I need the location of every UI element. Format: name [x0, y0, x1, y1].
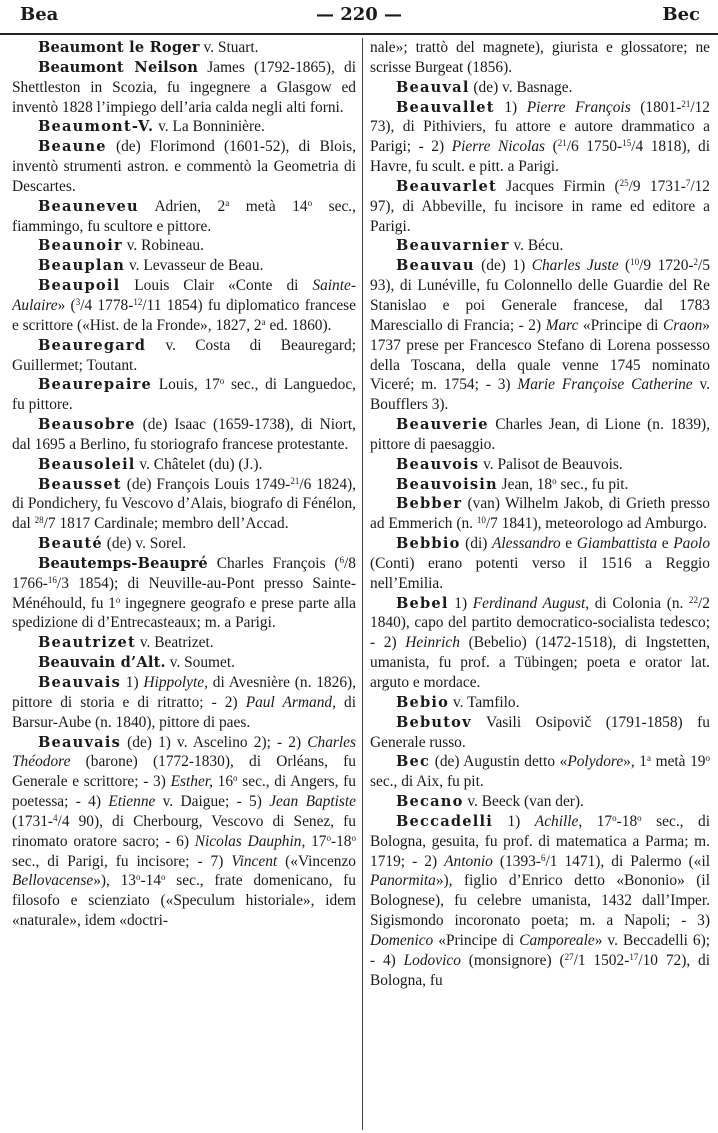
entry-superscript: 21: [557, 138, 567, 149]
dictionary-entry: [370, 534, 710, 594]
entry-headword: Bebio: [396, 693, 450, 711]
entry-text: Vasili Osipovič (1791-1858) fu Generale russo.: [370, 713, 710, 751]
entry-italic-text: Paolo: [673, 535, 710, 553]
page-header: [12, 4, 706, 30]
entry-italic-text: Domenico: [370, 931, 434, 949]
entry-text: sec., di Languedoc, fu pittore.: [12, 376, 356, 414]
entry-text: sec., frate domenicano, fu filosofo e scienziato («Speculum historiale», idem «naturale», idem «doctri-: [12, 872, 356, 930]
entry-superscript: o: [637, 812, 642, 823]
entry-headword: Beauvois: [396, 455, 480, 473]
entry-text: (de) 1) v. Ascelino 2); - 2): [120, 733, 308, 751]
entry-text: /1 1471), di Palermo («il: [545, 852, 710, 870]
entry-italic-text: Alessandro: [492, 535, 561, 553]
entry-text: v. Costa di Beauregard; Guillermet; Toutant.: [12, 336, 356, 374]
entry-superscript: a: [261, 316, 266, 327]
entry-headword: Beauvais: [38, 674, 121, 691]
entry-text: » v. Beccadelli 6); - 4): [370, 931, 710, 969]
entry-italic-text: Antonio: [444, 852, 493, 870]
column-divider: [362, 38, 363, 1130]
entry-headword: Beauplan: [38, 257, 126, 275]
entry-text: (de) Isaac (1659-1738), di Niort, dal 1695 a Berlino, fu storiografo francese protestante.: [12, 416, 356, 453]
dictionary-entry: [12, 475, 356, 535]
entry-text: /11 1854) fu diplomatico francese e scrittore («Hist. de la Fronde», 1827, 2: [12, 296, 356, 334]
entry-text: 1): [492, 812, 535, 830]
entry-superscript: 25: [619, 177, 629, 188]
entry-italic-text: Paul Armand,: [245, 693, 336, 711]
entry-text: v. Boufflers 3).: [370, 376, 710, 414]
dictionary-entry: [370, 78, 710, 98]
entry-text: /1 1502-: [573, 951, 630, 969]
entry-headword: Beauneveu: [38, 197, 139, 215]
entry-text: (van) Wilhelm Jakob, di Grieth presso ad Emmerich (n.: [370, 495, 710, 533]
entry-text: (: [618, 257, 631, 275]
entry-text: v. Soumet.: [165, 654, 235, 672]
entry-text: di Avesnière (n. 1826), pittore di storia e di ritratto; - 2): [12, 674, 356, 711]
dictionary-entry: [12, 673, 356, 733]
entry-text: 17: [582, 812, 613, 830]
entry-superscript: 3: [75, 296, 81, 307]
entry-text: /5 93), di Lunéville, fu Colonnello delle Guardie del Re Stanislao e poi Generale francese, dal 1783 Maresciallo di Francia; - 2): [370, 257, 710, 334]
entry-superscript: 17: [629, 951, 639, 962]
entry-text: v. Robineau.: [122, 237, 204, 255]
right-column: [370, 38, 710, 1130]
entry-text: metà 14: [229, 197, 308, 215]
entry-italic-text: Polydore: [567, 753, 624, 771]
entry-headword: Beccadelli: [396, 812, 493, 830]
entry-headword: Beausobre: [38, 416, 136, 434]
entry-superscript: 6: [339, 554, 345, 565]
dictionary-entry: [12, 633, 356, 653]
entry-headword: Beauvallet: [396, 98, 495, 116]
entry-text: (1731-: [12, 812, 54, 830]
entry-headword: Beauvarnier: [396, 237, 510, 255]
entry-superscript: 27: [564, 951, 574, 962]
entry-italic-text: Pierre François: [526, 98, 631, 116]
dictionary-entry: [370, 594, 710, 693]
entry-italic-text: Etienne: [108, 793, 156, 811]
entry-headword: Beauverie: [396, 416, 489, 434]
dictionary-entry: [370, 415, 710, 455]
entry-text: /10 72), di Bologna, fu: [370, 951, 710, 989]
entry-text: /7 1841), meteorologo ad Amburgo.: [485, 515, 707, 533]
entry-text: (de) Augustin detto «: [430, 753, 568, 771]
entry-text: v. Châtelet (du) (J.).: [135, 455, 263, 473]
entry-text: «Principe di: [578, 316, 663, 334]
header-rule: [0, 33, 718, 35]
entry-text: Adrien, 2: [138, 197, 226, 215]
entry-text: v. Beeck (van der).: [463, 793, 584, 811]
entry-headword: Beaupoil: [38, 277, 121, 295]
entry-text: »), 13: [93, 872, 137, 890]
entry-headword: Beautrizet: [38, 634, 136, 652]
dictionary-entry: [12, 415, 356, 455]
entry-headword: Bebel: [396, 594, 449, 612]
entry-superscript: 4: [53, 812, 58, 823]
entry-headword: Becano: [396, 793, 464, 811]
dictionary-entry: [12, 276, 356, 336]
entry-headword: Bebber: [396, 495, 463, 513]
dictionary-entry: [370, 693, 710, 713]
entry-text: 1): [494, 98, 527, 116]
entry-text: sec., di Angers, fu poetessa; - 4): [12, 773, 356, 811]
entry-headword: Beauvoisin: [396, 475, 498, 493]
entry-text: (monsignore) (: [460, 951, 565, 969]
entry-headword: Beaumont-V.: [38, 118, 155, 136]
entry-text: sec., di Bologna, gesuita, fu prof. di matematica a Parma; m. 1719; - 2): [370, 812, 710, 870]
entry-headword: Beauvain d’Alt.: [38, 654, 166, 672]
entry-text: («Vincenzo: [277, 852, 356, 870]
page-number: — 220 —: [315, 4, 403, 25]
entry-text: /3 1854); di Neuville-au-Pont presso Sainte-Ménéhould, fu 1: [12, 574, 356, 612]
entry-text: /7 1817 Cardinale; membro dell’Accad.: [43, 515, 289, 533]
entry-text: sec., di Parigi, fu incisore; - 7): [12, 852, 232, 870]
entry-text: v. Beatrizet.: [135, 634, 214, 652]
entry-text: /9 1731-: [628, 177, 686, 195]
entry-headword: Beaumont le Roger: [38, 39, 200, 56]
entry-superscript: o: [326, 832, 331, 843]
entry-headword: Beausset: [38, 475, 122, 493]
entry-superscript: 21: [681, 98, 691, 109]
entry-text: », 1: [623, 753, 648, 771]
entry-superscript: o: [552, 475, 557, 486]
entry-text: e: [560, 535, 577, 553]
entry-text: -14: [140, 872, 162, 890]
entry-italic-text: Camporeale: [519, 931, 595, 949]
entry-text: »), figlio d’Enrico detto «Bononio» (il Bolognese), fu celebre umanista, 1432 dall’Imper. Sigismondo incoronato poeta; m. a Napoli; - 3): [370, 872, 710, 930]
dictionary-entry: [12, 733, 356, 931]
entry-superscript: 6: [540, 852, 546, 863]
dictionary-entry: [12, 653, 356, 673]
dictionary-entry: [12, 117, 356, 137]
entry-headword: Beaune: [38, 138, 107, 156]
dictionary-entry: [12, 38, 356, 58]
entry-superscript: 16: [47, 574, 57, 585]
entry-text: di Barsur-Aube (n. 1840), pittore di paes.: [12, 693, 356, 731]
dictionary-entry: [370, 455, 710, 475]
entry-superscript: 28: [34, 515, 44, 526]
entry-superscript: o: [351, 832, 356, 843]
entry-italic-text: Panormita: [370, 872, 436, 890]
entry-headword: Beauté: [38, 535, 103, 553]
entry-text: Jacques Firmin (: [496, 177, 620, 195]
header-left-guideword: Bea: [20, 4, 59, 25]
entry-text: (Bebelio) (1472-1518), di Ingstetten, umanista, fu prof. a Tübingen; poeta e orator lat. arguto e mordace.: [370, 634, 710, 691]
entry-headword: Beaurepaire: [38, 376, 153, 394]
entry-text: «Principe di: [433, 931, 520, 949]
entry-text: -18: [616, 812, 638, 830]
entry-italic-text: Heinrich: [405, 634, 460, 652]
entry-italic-text: Lodovico: [403, 951, 461, 969]
entry-superscript: 10: [476, 515, 486, 526]
entry-headword: Beauvau: [396, 257, 475, 275]
entry-text: (de) v. Basnage.: [469, 78, 573, 96]
entry-italic-text: Craon: [662, 316, 703, 334]
entry-text: (de) Florimond (1601-52), di Blois, inventò strumenti astron. e commentò la Geometria di Descartes.: [12, 138, 356, 195]
entry-italic-text: Bellovacense: [12, 872, 94, 890]
entry-italic-text: Pierre Nicolas: [451, 138, 546, 156]
dictionary-entry: [12, 236, 356, 256]
entry-text: (: [545, 138, 558, 156]
dictionary-entry: [370, 752, 710, 792]
entry-text: v. La Bonninière.: [154, 118, 265, 136]
entry-superscript: o: [307, 197, 313, 208]
dictionary-entry: [12, 256, 356, 276]
entry-headword: Beauval: [396, 78, 470, 96]
entry-text: di Colonia (n.: [589, 594, 690, 612]
dictionary-entry: [370, 177, 710, 237]
entry-text: sec., di Aix, fu pit.: [370, 773, 484, 791]
dictionary-entry: [370, 475, 710, 495]
dictionary-entry: [370, 98, 710, 177]
entry-superscript: o: [136, 872, 141, 883]
entry-text: (Conti) erano potenti verso il 1516 a Reggio nell’Emilia.: [370, 554, 710, 592]
entry-italic-text: Vincent: [231, 852, 278, 870]
entry-text: 16: [212, 773, 234, 791]
entry-headword: Bec: [396, 753, 431, 771]
entry-text: Charles François (: [207, 554, 340, 572]
entry-text: » 1737 prese per Francesco Stefano di Lorena possesso della Toscana, della quale venne 1745 nominato Viceré; m. 1754; - 3): [370, 316, 710, 394]
entry-text: v. Stuart.: [199, 39, 259, 56]
entry-text: Louis Clair «Conte di: [120, 277, 313, 295]
entry-superscript: 21: [290, 475, 300, 486]
entry-italic-text: Ferdinand August,: [472, 594, 590, 612]
entry-text: Jean, 18: [497, 475, 553, 493]
entry-text: (1801-: [630, 98, 682, 116]
entry-text: /2 1840), capo del partito democratico-socialista tedesco; - 2): [370, 594, 710, 652]
entry-text: Louis, 17: [152, 376, 220, 394]
entry-superscript: o: [705, 753, 710, 764]
entry-headword: Beaumont Neilson: [38, 58, 199, 76]
entry-italic-text: Charles Théodore: [12, 733, 356, 771]
entry-text: v. Bécu.: [509, 237, 564, 255]
entry-text: 1): [448, 594, 473, 612]
dictionary-entry: [12, 137, 356, 197]
entry-text: /9 1720-: [639, 257, 694, 275]
entry-text: » (: [57, 296, 76, 314]
entry-superscript: a: [225, 197, 230, 208]
entry-italic-text: Charles Juste: [531, 257, 619, 275]
entry-italic-text: Marc: [545, 316, 579, 334]
entry-superscript: o: [115, 594, 121, 605]
entry-italic-text: Jean Baptiste: [269, 793, 356, 811]
header-right-guideword: Bec: [662, 4, 700, 25]
entry-italic-text: Nicolas Dauphin,: [194, 832, 306, 850]
entry-text: e: [657, 535, 674, 553]
entry-text: 17: [305, 832, 327, 850]
entry-italic-text: Hippolyte,: [143, 674, 208, 691]
entry-text: ingegnere geografo e prese parte alla spedizione di d’Entrecasteaux; m. a Parigi.: [12, 594, 356, 632]
entry-text: -18: [330, 832, 352, 850]
entry-headword: Beauvarlet: [396, 177, 497, 195]
dictionary-entry: [370, 713, 710, 753]
entry-text: (1393-: [492, 852, 541, 870]
entry-text: /4 1778-: [80, 296, 134, 314]
entry-headword: Beauvais: [38, 733, 121, 751]
entry-superscript: 22: [689, 594, 699, 605]
entry-italic-text: Marie Françoise Catherine: [517, 376, 693, 394]
entry-text: sec., fu pit.: [556, 475, 629, 493]
entry-text: /8 1766-: [12, 554, 356, 592]
entry-text: (barone) (1772-1830), di Orléans, fu Generale e scrittore; - 3): [12, 753, 356, 791]
dictionary-entry: [370, 792, 710, 812]
dictionary-entry: [370, 236, 710, 256]
entry-superscript: o: [612, 812, 617, 823]
entry-text: /6 1750-: [566, 138, 623, 156]
entry-text: v. Daigue; - 5): [155, 793, 270, 811]
left-column: [12, 38, 356, 1130]
entry-superscript: 12: [133, 296, 143, 307]
entry-italic-text: Esther,: [170, 773, 213, 791]
entry-superscript: o: [219, 376, 225, 387]
entry-text: James (1792-1865), di Shettleston in Scozia, fu ingegnere a Glasgow ed inventò 1828 l’impiego dell’aria calda negli alti forni.: [12, 58, 356, 116]
entry-text: (de) v. Sorel.: [102, 535, 187, 553]
entry-italic-text: Sainte-Aulaire: [12, 277, 356, 314]
entry-text: Charles Jean, di Lione (n. 1839), pittore di paesaggio.: [370, 416, 710, 453]
entry-text: v. Levasseur de Beau.: [125, 257, 264, 275]
dictionary-entry: [12, 534, 356, 554]
entry-text: /12 97), di Abbeville, fu incisore in rame ed editore a Parigi.: [370, 177, 710, 235]
entry-text: (de) François Louis 1749-: [121, 475, 291, 493]
dictionary-entry: [370, 812, 710, 991]
dictionary-entry: [12, 197, 356, 237]
entry-superscript: 7: [685, 177, 691, 188]
entry-superscript: a: [647, 753, 652, 764]
entry-text: ed. 1860).: [265, 316, 332, 334]
entry-superscript: 2: [693, 257, 699, 268]
entry-headword: Bebutov: [396, 713, 472, 731]
entry-headword: Beausoleil: [38, 455, 136, 473]
entry-superscript: o: [161, 872, 166, 883]
entry-text: /4 1818), di Havre, fu scult. e pitt. a Parigi.: [370, 138, 710, 176]
entry-text: /6 1824), di Pondichery, fu Vescovo d’Alais, biografo di Fénélon, dal: [12, 475, 356, 533]
entry-text: v. Tamfilo.: [449, 693, 520, 711]
entry-text: sec., fiammingo, fu scultore e pittore.: [12, 197, 356, 235]
entry-text: 1): [120, 674, 144, 691]
entry-italic-text: Giambattista: [576, 535, 658, 553]
dictionary-entry: [370, 38, 710, 78]
entry-text: (de) 1): [474, 257, 532, 275]
entry-text: metà 19: [651, 753, 706, 771]
entry-superscript: 10: [630, 257, 640, 268]
entry-italic-text: Achille,: [534, 812, 583, 830]
entry-text: /12 73), di Pithiviers, fu attore e autore drammatico a Parigi; - 2): [370, 98, 710, 156]
entry-headword: Beauregard: [38, 336, 147, 354]
entry-text: /4 90), di Cherbourg, Vescovo di Senez, fu rinomato oratore sacro; - 6): [12, 812, 356, 850]
dictionary-entry: [370, 494, 710, 534]
entry-text: (di): [460, 535, 492, 553]
entry-headword: Beautemps-Beaupré: [38, 554, 208, 572]
dictionary-entry: [12, 554, 356, 633]
entry-headword: Bebbio: [396, 535, 461, 553]
dictionary-entry: [12, 375, 356, 415]
dictionary-entry: [12, 58, 356, 118]
dictionary-entry: [12, 336, 356, 376]
dictionary-entry: [370, 256, 710, 415]
entry-superscript: o: [233, 773, 238, 784]
entry-headword: Beaunoir: [38, 237, 123, 255]
entry-text: v. Palisot de Beauvois.: [479, 455, 623, 473]
dictionary-entry: [12, 455, 356, 475]
entry-text: nale»; trattò del magnete), giurista e glossatore; ne scrisse Burgeat (1856).: [370, 39, 710, 76]
entry-superscript: 15: [622, 138, 632, 149]
